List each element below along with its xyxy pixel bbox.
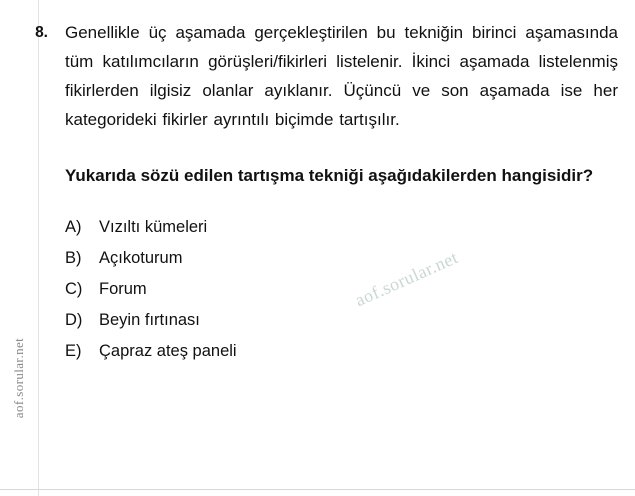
- answer-options-list: [65, 218, 618, 361]
- option-label: Vızıltı kümeleri: [99, 218, 208, 236]
- option-e[interactable]: [65, 342, 618, 361]
- question-row: [18, 18, 618, 134]
- bottom-divider: [0, 489, 635, 490]
- question-number: 8.: [35, 24, 48, 41]
- question-block: [18, 18, 618, 373]
- option-letter: C): [65, 280, 83, 298]
- option-b[interactable]: [65, 249, 618, 268]
- option-letter: D): [65, 311, 83, 329]
- option-label: Açıkoturum: [99, 249, 183, 267]
- option-letter: E): [65, 342, 82, 360]
- option-c[interactable]: [65, 280, 618, 299]
- option-d[interactable]: [65, 311, 618, 330]
- option-label: Beyin fırtınası: [99, 311, 200, 329]
- option-a[interactable]: [65, 218, 618, 237]
- option-label: Forum: [99, 280, 147, 298]
- option-letter: B): [65, 249, 82, 267]
- side-watermark: aof.sorular.net: [11, 337, 26, 419]
- diagonal-watermark: aof.sorular.net: [352, 247, 462, 311]
- question-prompt-text: Yukarıda sözü edilen tartışma tekniği aşağıdakilerden hangisidir?: [65, 166, 594, 185]
- option-label: Çapraz ateş paneli: [99, 342, 237, 360]
- question-body-text: Genellikle üç aşamada gerçekleştirilen bu tekniğin birinci aşamasında tüm katılımcıların görüşleri/fikirleri listelenir. İkinci aşamada listelenmiş fikirlerden ilgisiz olanlar ayıklanır. Üçüncü ve son aşamada ise her kategorideki fikirler ayrıntılı biçimde tartışılır.: [65, 23, 618, 129]
- option-letter: A): [65, 218, 82, 236]
